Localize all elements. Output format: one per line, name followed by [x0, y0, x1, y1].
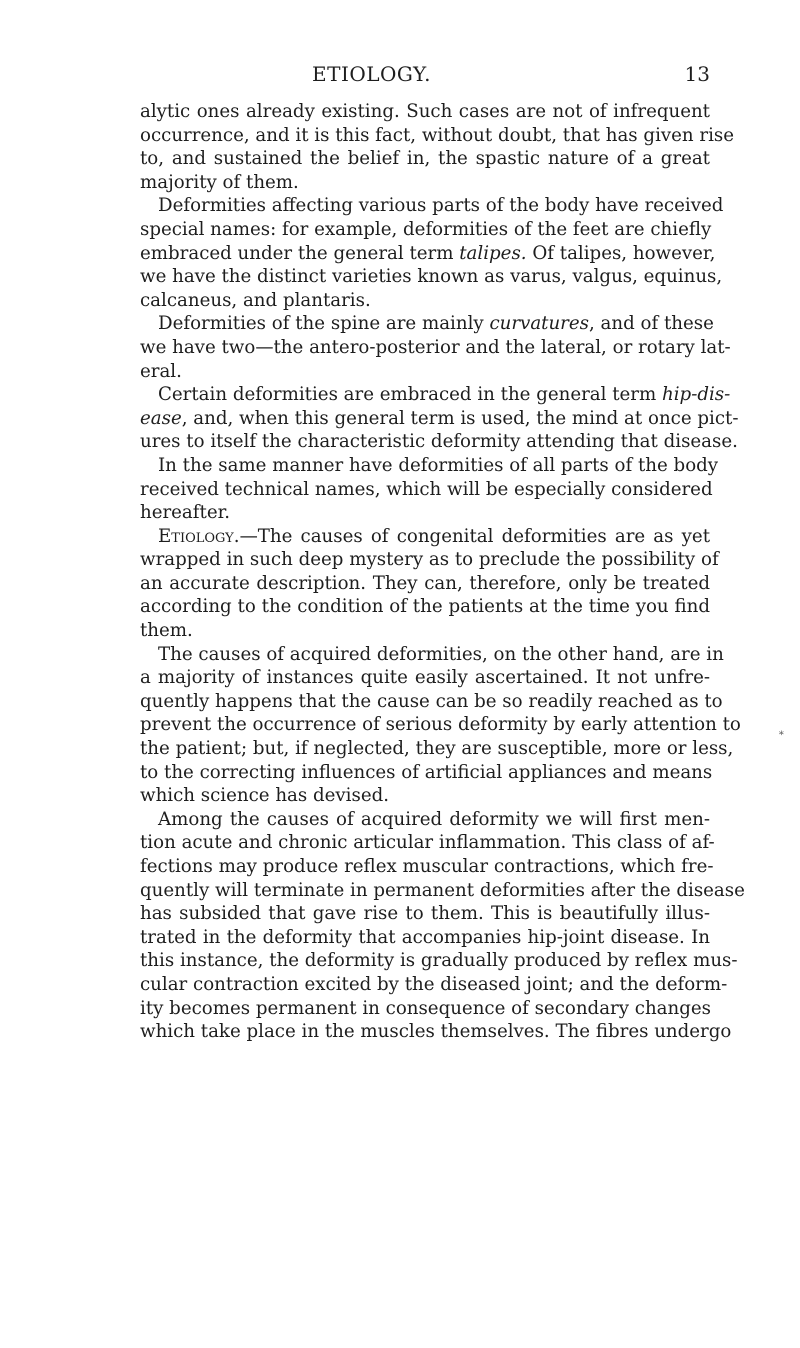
- margin-mark: ∗: [778, 728, 785, 739]
- text-line: In the same manner have deformities of all parts of the body: [158, 454, 719, 476]
- text-line: eral.: [140, 360, 182, 382]
- text-line: quently will terminate in permanent deformities after the disease: [140, 879, 745, 901]
- italic-term: ease: [140, 407, 182, 429]
- text-line: ures to itself the characteristic deformity attending that disease.: [140, 431, 738, 453]
- text-line: to, and sustained the belief in, the spastic nature of a great: [140, 148, 710, 170]
- text-run: Of talipes, however,: [526, 242, 716, 264]
- running-head: [140, 62, 710, 88]
- text-run: —The causes of congenital deformities are as yet: [239, 525, 710, 547]
- italic-term: curvatures: [489, 313, 589, 335]
- text-line: them.: [140, 620, 193, 642]
- text-line: we have two—the antero-posterior and the lateral, or rotary lat-: [140, 336, 731, 358]
- page-number: 13: [684, 62, 710, 86]
- text-run: Certain deformities are embraced in the general term: [158, 384, 663, 406]
- text-line: a majority of instances quite easily ascertained. It not unfre-: [140, 667, 710, 689]
- text-run: , and, when this general term is used, the mind at once pict-: [181, 407, 739, 429]
- text-line: alytic ones already existing. Such cases are not of infrequent: [140, 101, 710, 122]
- text-line: [140, 407, 739, 431]
- italic-term: talipes.: [459, 242, 527, 264]
- text-line: received technical names, which will be especially considered: [140, 478, 713, 500]
- text-line: prevent the occurrence of serious deformity by early attention to: [140, 714, 741, 736]
- text-line: we have the distinct varieties known as varus, valgus, equinus,: [140, 266, 723, 288]
- body-text: [140, 100, 745, 1044]
- text-line: has subsided that gave rise to them. This is beautifully illus-: [140, 903, 710, 925]
- text-line: [140, 312, 714, 336]
- text-line: an accurate description. They can, therefore, only be treated: [140, 572, 710, 594]
- text-line: which science has devised.: [140, 785, 390, 807]
- text-line: to the correcting influences of artificial appliances and means: [140, 761, 713, 783]
- text-line: this instance, the deformity is gradually produced by reflex mus-: [140, 950, 738, 972]
- text-line: which take place in the muscles themselves. The fibres undergo: [140, 1021, 732, 1043]
- text-line: wrapped in such deep mystery as to preclude the possibility of: [140, 549, 719, 571]
- text-line: tion acute and chronic articular inflammation. This class of af-: [140, 832, 715, 854]
- text-line: hereafter.: [140, 502, 231, 524]
- text-run: Deformities of the spine are mainly: [158, 313, 490, 335]
- italic-term: hip-dis-: [662, 384, 731, 406]
- text-line: Deformities affecting various parts of the body have received: [158, 195, 724, 217]
- section-heading: Etiology.: [158, 525, 240, 547]
- text-line: according to the condition of the patients at the time you find: [140, 596, 710, 618]
- text-line: occurrence, and it is this fact, without doubt, that has given rise: [140, 124, 735, 146]
- text-line: The causes of acquired deformities, on the other hand, are in: [158, 643, 724, 665]
- text-line: trated in the deformity that accompanies hip-joint disease. In: [140, 926, 710, 948]
- text-line: [140, 525, 710, 549]
- text-run: , and of these: [588, 313, 714, 335]
- text-line: quently happens that the cause can be so readily reached as to: [140, 690, 723, 712]
- text-line: [140, 242, 716, 266]
- text-line: calcaneus, and plantaris.: [140, 289, 371, 311]
- text-line: majority of them.: [140, 171, 299, 193]
- text-line: [140, 383, 731, 407]
- text-line: special names: for example, deformities of the feet are chiefly: [140, 218, 712, 240]
- text-line: the patient; but, if neglected, they are susceptible, more or less,: [140, 738, 734, 760]
- text-line: fections may produce reflex muscular contractions, which fre-: [140, 856, 714, 877]
- text-line: Among the causes of acquired deformity we will first men-: [158, 808, 710, 830]
- text-line: cular contraction excited by the diseased joint; and the deform-: [140, 973, 728, 995]
- text-line: ity becomes permanent in consequence of secondary changes: [140, 997, 711, 1019]
- text-run: embraced under the general term: [140, 242, 460, 264]
- running-title: ETIOLOGY.: [312, 62, 432, 86]
